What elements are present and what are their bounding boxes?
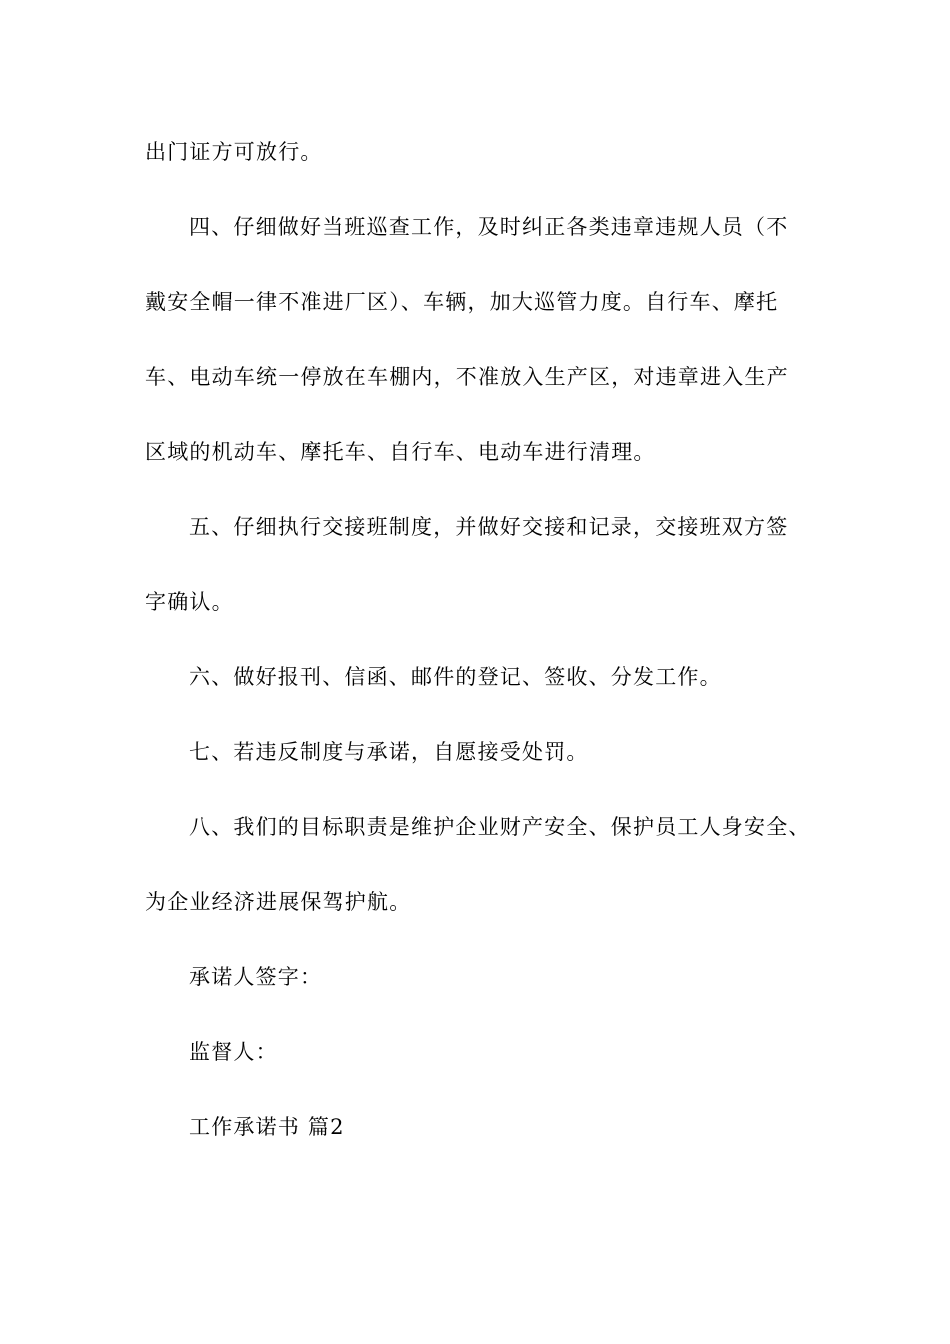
signature-label: 承诺人签字： [189,965,323,989]
paragraph-line: 为企业经济进展保驾护航。 [145,890,412,914]
supervisor-label: 监督人： [189,1040,278,1064]
paragraph-line: 区域的机动车、摩托车、自行车、电动车进行清理。 [145,440,656,464]
section-heading: 工作承诺书 篇2 [189,1115,345,1139]
paragraph-line: 戴安全帽一律不准进厂区）、车辆，加大巡管力度。自行车、摩托 [145,290,779,314]
paragraph-line: 车、电动车统一停放在车棚内，不准放入生产区，对违章进入生产 [145,365,789,389]
paragraph-line: 五、仔细执行交接班制度，并做好交接和记录，交接班双方签 [189,515,789,539]
paragraph-line: 八、我们的目标职责是维护企业财产安全、保护员工人身安全、 [189,815,811,839]
paragraph-line: 字确认。 [145,590,234,614]
paragraph-line: 四、仔细做好当班巡查工作，及时纠正各类违章违规人员（不 [189,215,789,239]
paragraph-line: 七、若违反制度与承诺，自愿接受处罚。 [189,740,589,764]
paragraph-line: 出门证方可放行。 [145,140,323,164]
paragraph-line: 六、做好报刊、信函、邮件的登记、签收、分发工作。 [189,665,722,689]
